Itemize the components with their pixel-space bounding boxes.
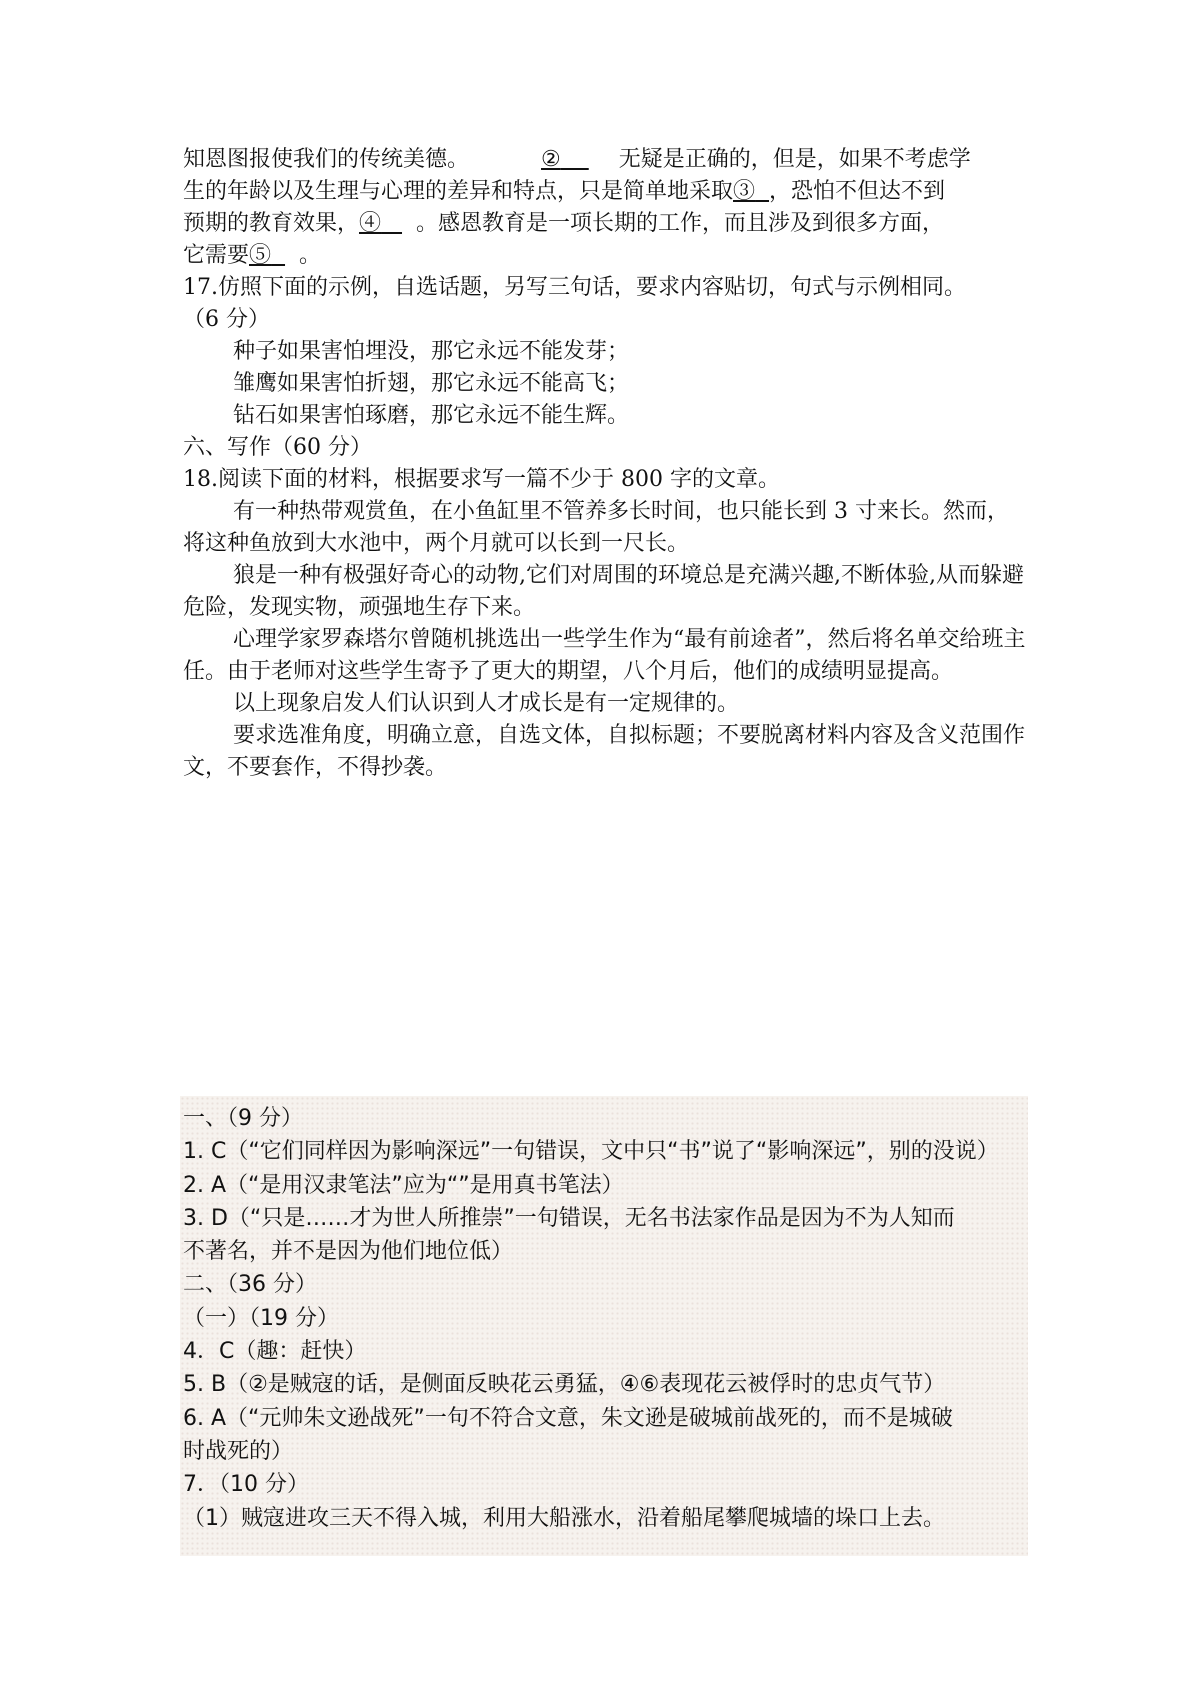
q18-prompt: 18.阅读下面的材料，根据要求写一篇不少于 800 字的文章。	[183, 467, 780, 492]
answer-line: （一）（19 分）	[183, 1305, 339, 1331]
q18-material-paragraph: 狼是一种有极强好奇心的动物,它们对周围的环境总是充满兴趣,不断体验,从而躲避危险，发现实物，顽强地生存下来。	[183, 563, 1024, 620]
q18-material-paragraph: 有一种热带观赏鱼，在小鱼缸里不管养多长时间，也只能长到 3 寸来长。然而，将这种鱼放到大水池中，两个月就可以长到一尺长。	[183, 499, 1009, 556]
answer-line: 时战死的）	[183, 1438, 294, 1464]
q17-prompt: 17.仿照下面的示例，自选话题，另写三句话，要求内容贴切，句式与示例相同。	[183, 275, 966, 300]
q17-points: （6 分）	[183, 307, 270, 332]
passage-line-3: 预期的教育效果，④ 。感恩教育是一项长期的工作，而且涉及到很多方面，	[183, 211, 945, 236]
section-6-title: 六、写作（60 分）	[183, 435, 372, 460]
answer-line: 7．（10 分）	[183, 1472, 309, 1498]
q18-requirements: 要求选准角度，明确立意，自选文体，自拟标题；不要脱离材料内容及含义范围作文，不要套作，不得抄袭。	[183, 723, 1026, 780]
answer-line: 6. A（“元帅朱文逊战死”一句不符合文意，朱文逊是破城前战死的，而不是城破	[183, 1405, 953, 1431]
answer-line: （1）贼寇进攻三天不得入城，利用大船涨水，沿着船尾攀爬城墙的垛口上去。	[183, 1505, 945, 1531]
exam-text	[183, 144, 1029, 784]
blank-4: ④	[359, 211, 382, 236]
q18-material-paragraph: 以上现象启发人们认识到人才成长是有一定规律的。	[233, 691, 740, 716]
answer-line: 5. B（②是贼寇的话，是侧面反映花云勇猛，④⑥表现花云被俘时的忠贞气节）	[183, 1372, 946, 1398]
q17-example: 钻石如果害怕琢磨，那它永远不能生辉。	[233, 403, 630, 428]
answer-line: 二、（36 分）	[183, 1272, 317, 1298]
q18-material-paragraph: 心理学家罗森塔尔曾随机挑选出一些学生作为“最有前途者”，然后将名单交给班主任。由于老师对这些学生寄予了更大的期望，八个月后，他们的成绩明显提高。	[183, 627, 1026, 684]
blank-2: ②	[541, 147, 561, 172]
answer-line: 不著名，并不是因为他们地位低）	[183, 1239, 514, 1265]
passage-line-1: 知恩图报使我们的传统美德。 ② 无疑是正确的，但是，如果不考虑学	[183, 147, 971, 172]
answer-line: 3. D（“只是……才为世人所推崇”一句错误，无名书法家作品是因为不为人知而	[183, 1205, 955, 1231]
answer-line: 4．C（趣：赶快）	[183, 1339, 367, 1365]
answer-key-panel	[180, 1096, 1028, 1556]
answer-line: 一、（9 分）	[183, 1106, 303, 1131]
q17-example: 种子如果害怕埋没，那它永远不能发芽；	[233, 339, 630, 364]
q17-example: 雏鹰如果害怕折翅，那它永远不能高飞；	[233, 371, 630, 396]
passage-line-4: 它需要⑤ 。	[183, 243, 322, 268]
blank-5: ⑤	[249, 243, 272, 268]
answer-line: 1. C（“它们同样因为影响深远”一句错误，文中只“书”说了“影响深远”，别的没说）	[183, 1139, 999, 1165]
answer-line: 2. A（“是用汉隶笔法”应为“”是用真书笔法）	[183, 1172, 624, 1198]
blank-3: ③	[733, 179, 756, 204]
passage-line-2: 生的年龄以及生理与心理的差异和特点，只是简单地采取③ ，恐怕不但达不到	[183, 179, 946, 204]
